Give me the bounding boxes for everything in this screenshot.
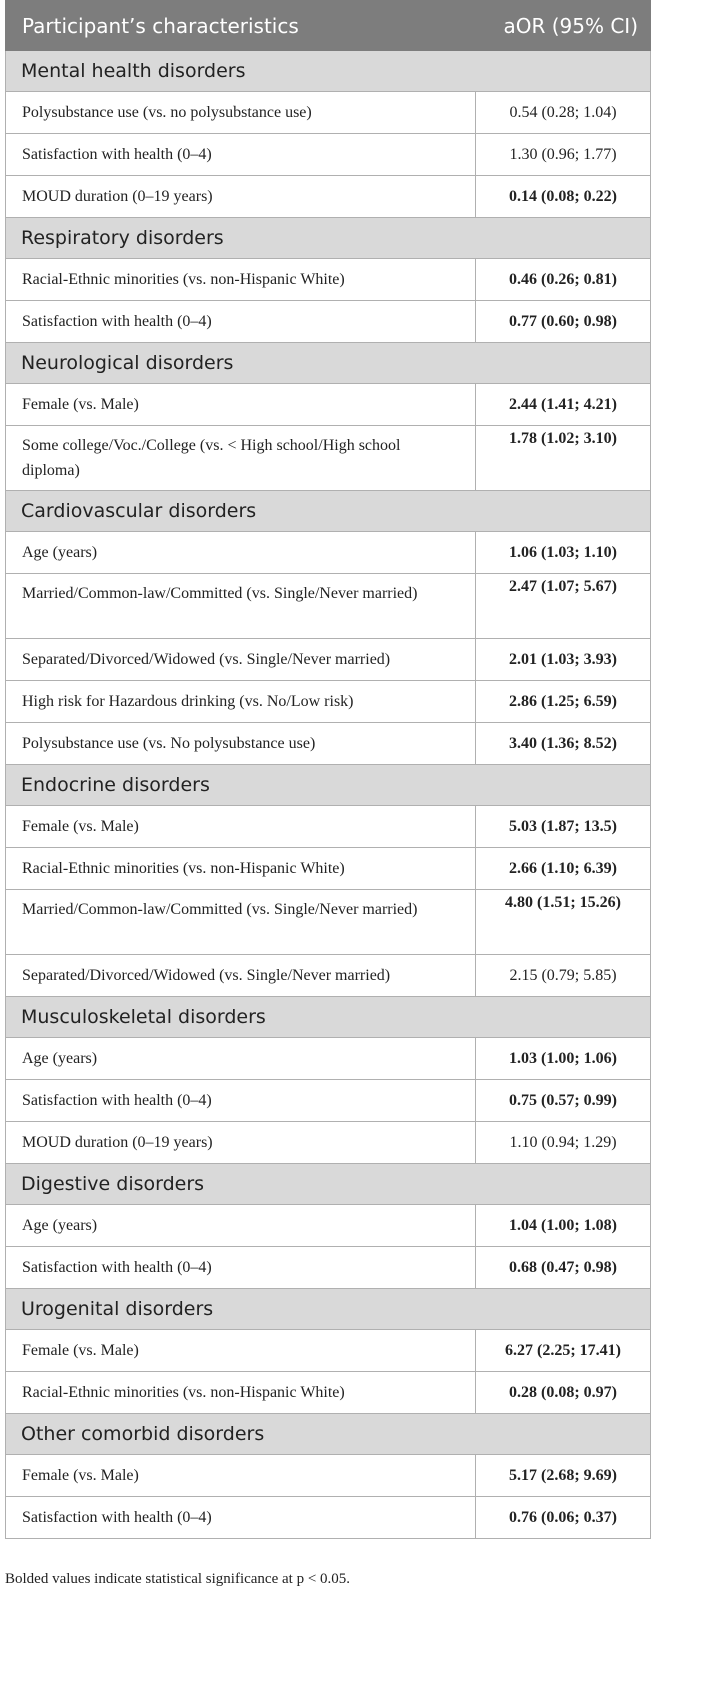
table-row: [6, 1372, 651, 1414]
aor-cell: 5.03 (1.87; 13.5): [476, 806, 651, 848]
aor-cell: 0.76 (0.06; 0.37): [476, 1497, 651, 1539]
aor-cell: 0.28 (0.08; 0.97): [476, 1372, 651, 1414]
characteristic-cell: Racial-Ethnic minorities (vs. non-Hispanic White): [6, 259, 476, 301]
table-row: [6, 639, 651, 681]
aor-cell: 4.80 (1.51; 15.26): [476, 890, 651, 955]
characteristic-cell: Satisfaction with health (0–4): [6, 301, 476, 343]
characteristic-cell: Female (vs. Male): [6, 1455, 476, 1497]
section-header-row: [6, 343, 651, 384]
results-table: [5, 0, 651, 1539]
table-row: [6, 1080, 651, 1122]
characteristic-cell: Racial-Ethnic minorities (vs. non-Hispanic White): [6, 848, 476, 890]
aor-cell: 2.01 (1.03; 3.93): [476, 639, 651, 681]
characteristic-cell: Age (years): [6, 1038, 476, 1080]
table-row: [6, 134, 651, 176]
section-title: Digestive disorders: [6, 1164, 651, 1205]
aor-cell: 0.75 (0.57; 0.99): [476, 1080, 651, 1122]
table-row: [6, 1247, 651, 1289]
characteristic-cell: MOUD duration (0–19 years): [6, 1122, 476, 1164]
characteristic-cell: Married/Common-law/Committed (vs. Single/Never married): [6, 574, 476, 639]
section-header-row: [6, 997, 651, 1038]
section-title: Mental health disorders: [6, 51, 651, 92]
section-header-row: [6, 51, 651, 92]
characteristic-cell: Married/Common-law/Committed (vs. Single/Never married): [6, 890, 476, 955]
table-row: [6, 1330, 651, 1372]
section-title: Musculoskeletal disorders: [6, 997, 651, 1038]
table-row: [6, 574, 651, 639]
characteristic-cell: Satisfaction with health (0–4): [6, 1247, 476, 1289]
table-row: [6, 384, 651, 426]
aor-cell: 2.86 (1.25; 6.59): [476, 681, 651, 723]
aor-cell: 0.68 (0.47; 0.98): [476, 1247, 651, 1289]
aor-cell: 3.40 (1.36; 8.52): [476, 723, 651, 765]
table-row: [6, 176, 651, 218]
section-title: Respiratory disorders: [6, 218, 651, 259]
section-header-row: [6, 1414, 651, 1455]
table-row: [6, 1205, 651, 1247]
characteristic-cell: Age (years): [6, 532, 476, 574]
aor-cell: 2.47 (1.07; 5.67): [476, 574, 651, 639]
aor-cell: 0.77 (0.60; 0.98): [476, 301, 651, 343]
table-row: [6, 1038, 651, 1080]
aor-cell: 1.30 (0.96; 1.77): [476, 134, 651, 176]
section-header-row: [6, 1289, 651, 1330]
aor-cell: 1.03 (1.00; 1.06): [476, 1038, 651, 1080]
characteristic-cell: Polysubstance use (vs. No polysubstance use): [6, 723, 476, 765]
table-row: [6, 955, 651, 997]
table-row: [6, 532, 651, 574]
characteristic-cell: Female (vs. Male): [6, 384, 476, 426]
table-row: [6, 681, 651, 723]
table-row: [6, 1455, 651, 1497]
table-row: [6, 1122, 651, 1164]
characteristic-cell: Polysubstance use (vs. no polysubstance use): [6, 92, 476, 134]
characteristic-cell: Separated/Divorced/Widowed (vs. Single/Never married): [6, 639, 476, 681]
table-row: [6, 259, 651, 301]
aor-cell: 1.04 (1.00; 1.08): [476, 1205, 651, 1247]
characteristic-cell: Female (vs. Male): [6, 806, 476, 848]
aor-cell: 1.78 (1.02; 3.10): [476, 426, 651, 491]
section-header-row: [6, 1164, 651, 1205]
section-title: Urogenital disorders: [6, 1289, 651, 1330]
aor-cell: 5.17 (2.68; 9.69): [476, 1455, 651, 1497]
table-row: [6, 723, 651, 765]
table-body: [6, 51, 651, 1539]
characteristic-cell: Age (years): [6, 1205, 476, 1247]
header-aor: aOR (95% CI): [476, 1, 651, 51]
aor-cell: 6.27 (2.25; 17.41): [476, 1330, 651, 1372]
table-container: [5, 0, 650, 1539]
characteristic-cell: Satisfaction with health (0–4): [6, 134, 476, 176]
aor-cell: 0.54 (0.28; 1.04): [476, 92, 651, 134]
aor-cell: 0.46 (0.26; 0.81): [476, 259, 651, 301]
characteristic-cell: Satisfaction with health (0–4): [6, 1497, 476, 1539]
aor-cell: 1.06 (1.03; 1.10): [476, 532, 651, 574]
characteristic-cell: Separated/Divorced/Widowed (vs. Single/Never married): [6, 955, 476, 997]
characteristic-cell: High risk for Hazardous drinking (vs. No/Low risk): [6, 681, 476, 723]
aor-cell: 2.44 (1.41; 4.21): [476, 384, 651, 426]
characteristic-cell: Some college/Voc./College (vs. < High school/High school diploma): [6, 426, 476, 491]
header-characteristics: Participant’s characteristics: [6, 1, 476, 51]
table-row: [6, 426, 651, 491]
section-header-row: [6, 765, 651, 806]
table-row: [6, 806, 651, 848]
section-title: Neurological disorders: [6, 343, 651, 384]
section-header-row: [6, 491, 651, 532]
section-title: Other comorbid disorders: [6, 1414, 651, 1455]
table-row: [6, 890, 651, 955]
table-row: [6, 848, 651, 890]
section-header-row: [6, 218, 651, 259]
characteristic-cell: Racial-Ethnic minorities (vs. non-Hispanic White): [6, 1372, 476, 1414]
characteristic-cell: Satisfaction with health (0–4): [6, 1080, 476, 1122]
table-row: [6, 301, 651, 343]
aor-cell: 1.10 (0.94; 1.29): [476, 1122, 651, 1164]
section-title: Cardiovascular disorders: [6, 491, 651, 532]
characteristic-cell: Female (vs. Male): [6, 1330, 476, 1372]
table-row: [6, 1497, 651, 1539]
aor-cell: 2.66 (1.10; 6.39): [476, 848, 651, 890]
characteristic-cell: MOUD duration (0–19 years): [6, 176, 476, 218]
section-title: Endocrine disorders: [6, 765, 651, 806]
aor-cell: 0.14 (0.08; 0.22): [476, 176, 651, 218]
table-footnote: Bolded values indicate statistical significance at p < 0.05.: [5, 1571, 351, 1587]
header-row: [6, 1, 651, 51]
aor-cell: 2.15 (0.79; 5.85): [476, 955, 651, 997]
table-row: [6, 92, 651, 134]
